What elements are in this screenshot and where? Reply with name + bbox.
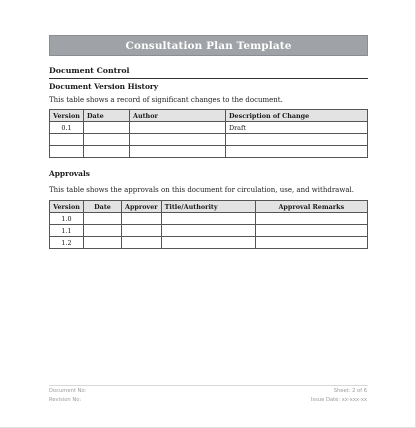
table-header-row bbox=[50, 201, 368, 213]
column-header-date: Date bbox=[84, 110, 130, 122]
table-cell bbox=[161, 213, 255, 225]
column-header-approval-remarks: Approval Remarks bbox=[255, 201, 367, 213]
approvals-heading: Approvals bbox=[49, 169, 90, 178]
document-control-heading: Document Control bbox=[49, 66, 368, 79]
column-header-version: Version bbox=[50, 110, 84, 122]
approvals-description: This table shows the approvals on this document for circulation, use, and withdrawal. bbox=[49, 186, 354, 194]
version-history-description: This table shows a record of significant changes to the document. bbox=[49, 96, 283, 104]
table-cell bbox=[130, 134, 226, 146]
footer-revision-no: Revision No: bbox=[49, 397, 82, 403]
table-cell bbox=[84, 146, 130, 158]
table-cell bbox=[122, 213, 162, 225]
table-cell bbox=[50, 134, 84, 146]
table-cell bbox=[50, 146, 84, 158]
table-cell: 1.2 bbox=[50, 237, 84, 249]
table-cell bbox=[226, 146, 368, 158]
table-cell bbox=[84, 213, 122, 225]
table-header-row bbox=[50, 110, 368, 122]
table-cell bbox=[255, 237, 367, 249]
table-row bbox=[50, 122, 368, 134]
table-cell: 0.1 bbox=[50, 122, 84, 134]
approvals-table bbox=[49, 200, 368, 249]
table-cell bbox=[130, 146, 226, 158]
table-cell bbox=[226, 134, 368, 146]
table-cell bbox=[161, 225, 255, 237]
footer-sheet-number: Sheet: 2 of 6 bbox=[333, 388, 367, 394]
column-header-version: Version bbox=[50, 201, 84, 213]
column-header-date: Date bbox=[84, 201, 122, 213]
column-header-description: Description of Change bbox=[226, 110, 368, 122]
column-header-approver: Approver bbox=[122, 201, 162, 213]
table-cell bbox=[161, 237, 255, 249]
table-row bbox=[50, 146, 368, 158]
table-cell bbox=[130, 122, 226, 134]
table-cell bbox=[255, 213, 367, 225]
footer-issue-date: Issue Date: xx-xxx-xx bbox=[310, 397, 367, 403]
column-header-author: Author bbox=[130, 110, 226, 122]
footer-document-no: Document No: bbox=[49, 388, 87, 394]
table-cell: 1.1 bbox=[50, 225, 84, 237]
footer-divider bbox=[49, 385, 368, 386]
table-cell bbox=[255, 225, 367, 237]
table-row bbox=[50, 213, 368, 225]
table-row bbox=[50, 237, 368, 249]
footer-right bbox=[311, 387, 367, 405]
version-history-heading: Document Version History bbox=[49, 82, 159, 91]
table-cell: 1.0 bbox=[50, 213, 84, 225]
version-history-table bbox=[49, 109, 368, 158]
table-cell bbox=[122, 225, 162, 237]
table-cell bbox=[84, 225, 122, 237]
table-cell bbox=[84, 122, 130, 134]
table-row bbox=[50, 134, 368, 146]
table-cell bbox=[84, 237, 122, 249]
table-row bbox=[50, 225, 368, 237]
column-header-title-authority: Title/Authority bbox=[161, 201, 255, 213]
table-cell: Draft bbox=[226, 122, 368, 134]
table-cell bbox=[84, 134, 130, 146]
table-cell bbox=[122, 237, 162, 249]
footer-left bbox=[49, 387, 86, 405]
document-title: Consultation Plan Template bbox=[49, 35, 368, 56]
